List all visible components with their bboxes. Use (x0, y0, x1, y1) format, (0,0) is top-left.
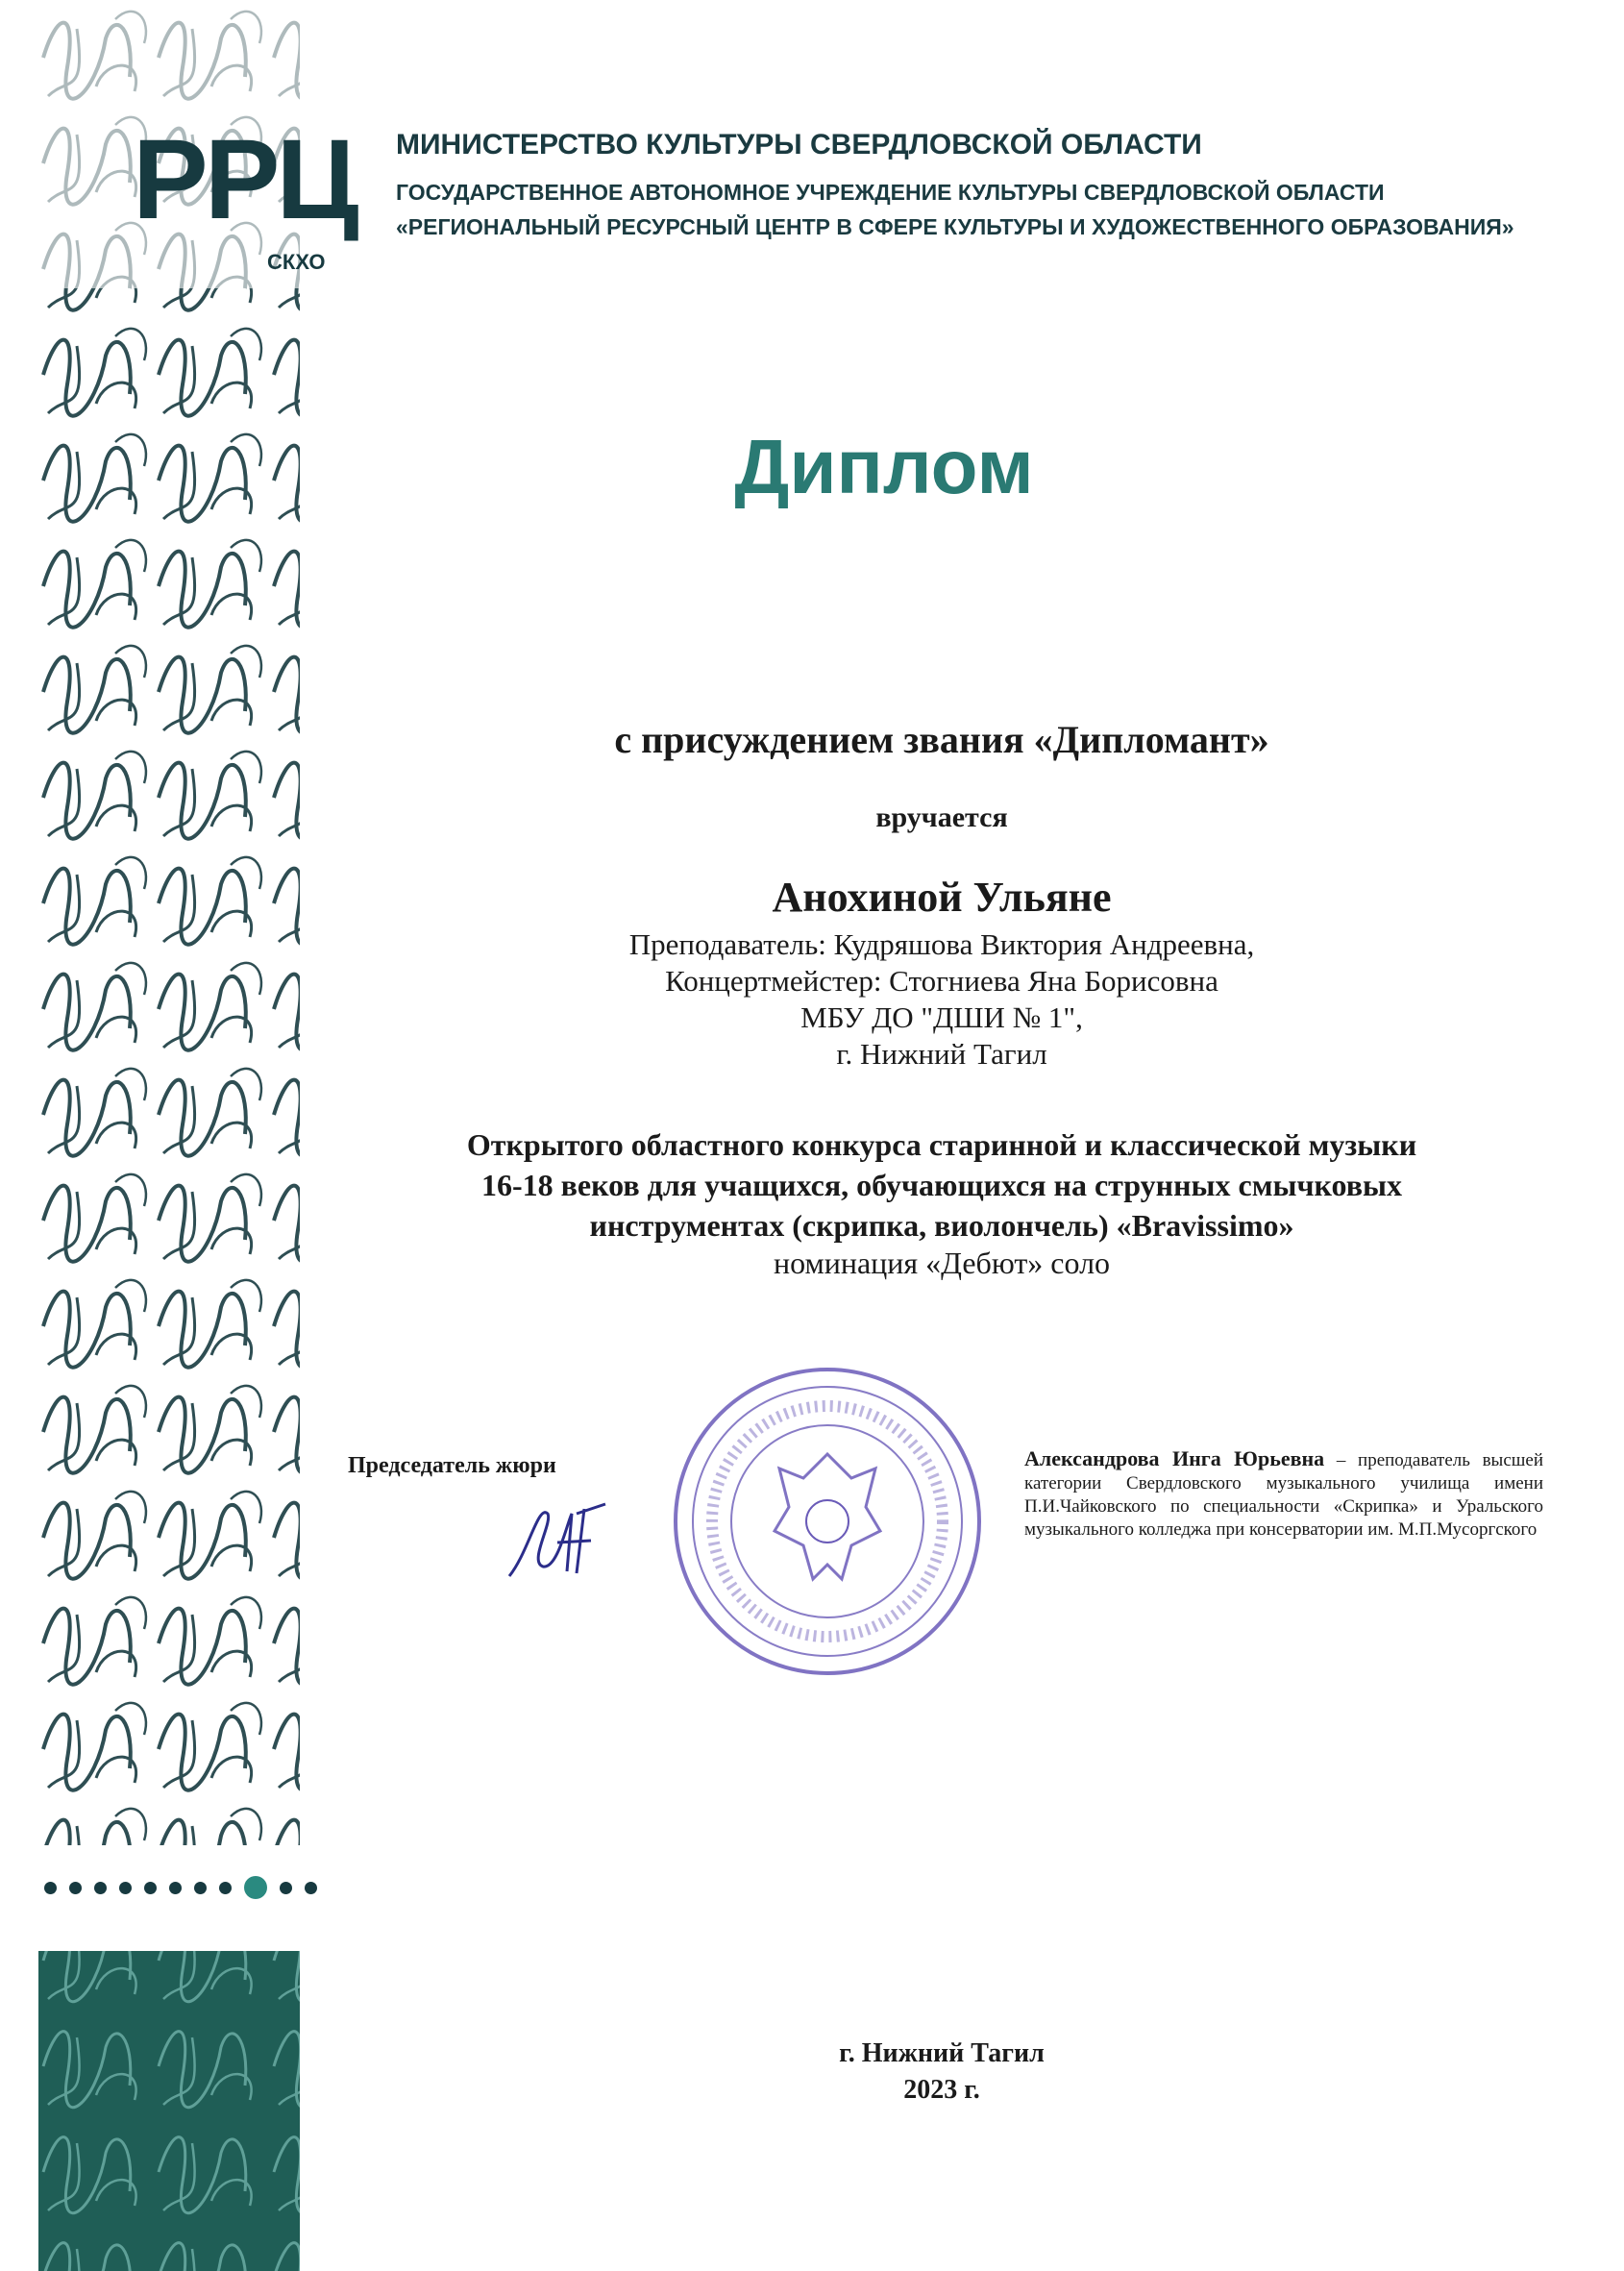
jury-chair-description (1024, 1447, 1543, 1542)
contest-line-3: инструментах (скрипка, виолончель) «Bravissimo» (589, 1208, 1294, 1243)
diploma-title: Диплом (734, 424, 1034, 509)
contest-name (317, 1124, 1566, 1246)
dot (194, 1882, 207, 1894)
decorative-calligraphy-strip (38, 0, 300, 2271)
accompanist-line: Концертмейстер: Стогниева Яна Борисовна (665, 964, 1218, 998)
recipient-name: Анохиной Ульяне (772, 874, 1112, 921)
official-seal (669, 1363, 986, 1685)
handed-label: вручается (875, 802, 1008, 833)
jury-chair-label: Председатель жюри (348, 1453, 556, 1478)
dot (305, 1882, 317, 1894)
institution-name: «РЕГИОНАЛЬНЫЙ РЕСУРСНЫЙ ЦЕНТР В СФЕРЕ КУЛЬТУРЫ И ХУДОЖЕСТВЕННОГО ОБРАЗОВАНИЯ» (396, 214, 1514, 239)
teacher-line: Преподаватель: Кудряшова Виктория Андреевна, (628, 927, 1255, 961)
issuer-header (396, 129, 1514, 244)
logo-mark: РРЦ (133, 116, 356, 243)
nomination: номинация «Дебют» соло (773, 1246, 1111, 1280)
decorative-dots (44, 1876, 317, 1899)
issue-city: г. Нижний Тагил (839, 2038, 1045, 2068)
dot (280, 1882, 292, 1894)
dot (119, 1882, 132, 1894)
logo-subtitle: СКХО (267, 250, 326, 274)
dot (94, 1882, 107, 1894)
contest-line-1: Открытого областного конкурса старинной и классической музыки (466, 1127, 1417, 1162)
award-title: с присуждением звания «Дипломант» (614, 718, 1269, 761)
dot-highlight (244, 1876, 267, 1899)
contest-line-2: 16-18 веков для учащихся, обучающихся на струнных смычковых (480, 1168, 1402, 1202)
jury-chair-name: Александрова Инга Юрьевна (1024, 1446, 1325, 1470)
recipient-info (317, 926, 1566, 1073)
dot (144, 1882, 157, 1894)
dot (69, 1882, 82, 1894)
issue-year: 2023 г. (903, 2075, 980, 2105)
dot (169, 1882, 182, 1894)
city-line: г. Нижний Тагил (836, 1037, 1047, 1071)
jury-chair-credentials: – преподаватель высшей категории Свердловского музыкального училища имени П.И.Чайковского по специальности «Скрипка» и Уральского музыкального колледжа при консерватории им. М.П.Мусоргского (1024, 1450, 1543, 1540)
ministry-name: МИНИСТЕРСТВО КУЛЬТУРЫ СВЕРДЛОВСКОЙ ОБЛАСТИ (396, 129, 1202, 160)
calligraphy-pattern (38, 0, 300, 2271)
school-line: МБУ ДО "ДШИ № 1", (800, 1000, 1083, 1034)
dot (219, 1882, 232, 1894)
signature (500, 1494, 625, 1595)
issue-place-date (317, 2036, 1566, 2109)
logo (133, 116, 356, 274)
institution-type: ГОСУДАРСТВЕННОЕ АВТОНОМНОЕ УЧРЕЖДЕНИЕ КУЛЬТУРЫ СВЕРДЛОВСКОЙ ОБЛАСТИ (396, 180, 1385, 205)
dot (44, 1882, 57, 1894)
